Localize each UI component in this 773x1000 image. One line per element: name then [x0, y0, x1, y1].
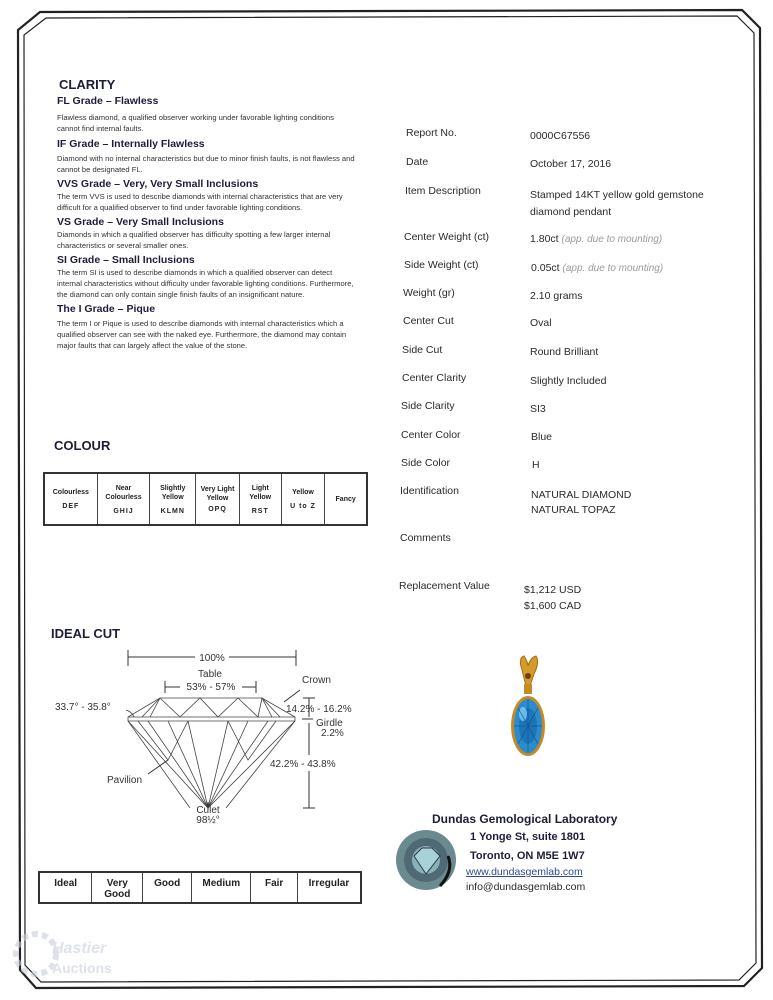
report-value-line: $1,600 CAD — [524, 600, 582, 612]
cut-grade-cell: Good — [143, 872, 192, 903]
colour-cell-grades: RST — [251, 507, 269, 515]
watermark-logo — [12, 930, 122, 990]
crown-label: Crown — [302, 675, 331, 686]
crown-height-label: 14.2% - 16.2% — [286, 704, 352, 715]
colour-cell-name: Colourless — [52, 489, 89, 496]
colour-cell — [281, 473, 325, 525]
clarity-grade-si — [57, 254, 357, 300]
culet-label: Culet — [196, 805, 220, 816]
crown-angle-label: 33.7° - 35.8° — [55, 702, 111, 713]
lab-seal-logo — [392, 826, 462, 894]
clarity-heading: CLARITY — [59, 77, 116, 92]
ideal-cut-diagram — [40, 640, 380, 830]
table-label: Table — [198, 669, 222, 680]
diamond-shape — [128, 698, 295, 808]
report-value: H — [532, 459, 540, 471]
lab-website-link[interactable]: www.dundasgemlab.com — [466, 866, 583, 878]
girdle-pct-label: 2.2% — [321, 728, 344, 739]
report-label: Center Color — [401, 429, 461, 441]
grade-description: The term I or Pique is used to describe diamonds with internal characteristics which a qualified observer can see with the naked eye. Furthermore, the diamond may contain major faults that can largely affect the value of the stone. — [57, 319, 347, 350]
lab-email: info@dundasgemlab.com — [466, 881, 586, 893]
report-label: Weight (gr) — [403, 287, 455, 299]
report-label: Replacement Value — [399, 580, 490, 592]
lab-city-line: Toronto, ON M5E 1W7 — [470, 850, 585, 862]
colour-cell — [325, 473, 367, 525]
girdle-label: Girdle — [316, 718, 343, 729]
report-value-line: NATURAL TOPAZ — [531, 504, 616, 516]
cut-grade-cell: Ideal — [39, 872, 92, 903]
report-value-line: NATURAL DIAMOND — [531, 489, 632, 501]
report-value-line: $1,212 USD — [524, 584, 582, 596]
table-range-label: 53% - 57% — [186, 682, 236, 693]
colour-cell — [239, 473, 281, 525]
grade-description: The term SI is used to describe diamonds in which a qualified observer can detect internal characteristics without difficulty under favorable lighting conditions. Furthermore, the diamond can only contain single finish faults of an insignificant nature. — [57, 268, 354, 299]
report-value — [531, 488, 631, 518]
colour-cell — [196, 473, 240, 525]
report-label: Report No. — [406, 127, 457, 139]
report-value: 0000C67556 — [530, 130, 591, 142]
report-value: Stamped 14KT yellow gold gemstone diamond pendant — [530, 189, 704, 218]
watermark-line2: Auctions — [52, 960, 112, 976]
report-value — [531, 262, 663, 274]
colour-cell-name: Very Light Yellow — [200, 486, 235, 502]
colour-cell-name: Near Colourless — [105, 484, 142, 501]
report-value: Blue — [531, 431, 553, 443]
cut-grade-cell: Fair — [251, 872, 298, 903]
grade-description: Diamonds in which a qualified observer has difficulty spotting a few larger internal characteristics or several smaller ones. — [57, 230, 331, 250]
colour-cell-name: Light Yellow — [249, 484, 272, 501]
grade-title: FL Grade – Flawless — [57, 95, 159, 107]
clarity-grade-if — [57, 138, 357, 175]
report-label: Side Clarity — [401, 400, 455, 412]
colour-heading: COLOUR — [54, 438, 111, 453]
report-label: Date — [406, 156, 429, 168]
pendant-photo — [500, 652, 556, 770]
report-value: SI3 — [530, 403, 546, 415]
cut-grade-cell: Irregular — [297, 872, 361, 903]
report-value: Round Brilliant — [530, 346, 599, 358]
grade-description: The term VVS is used to describe diamonds with internal characteristics that are very difficult for a qualified observer to find under favorable lighting conditions. — [57, 192, 343, 212]
colour-cell-name: Slightly Yellow — [160, 484, 186, 501]
report-value-note: (app. due to mounting) — [562, 263, 664, 274]
ideal-cut-heading: IDEAL CUT — [51, 626, 121, 641]
report-value — [524, 582, 581, 614]
report-value: 2.10 grams — [530, 290, 583, 302]
clarity-grade-list — [57, 95, 357, 351]
report-details — [400, 0, 740, 620]
lab-name: Dundas Gemological Laboratory — [432, 812, 618, 826]
culet-angle-label: 98½° — [196, 815, 220, 826]
report-label: Center Clarity — [402, 372, 467, 384]
report-value: October 17, 2016 — [530, 158, 612, 170]
grade-description: Flawless diamond, a qualified observer working under favorable lighting conditions cannot find internal faults. — [57, 113, 334, 133]
report-label: Side Weight (ct) — [404, 259, 479, 271]
colour-cell — [150, 473, 196, 525]
report-label: Item Description — [405, 185, 481, 197]
report-value: Oval — [530, 317, 552, 329]
grade-title: VVS Grade – Very, Very Small Inclusions — [57, 178, 259, 190]
colour-cell-name: Yellow — [292, 489, 314, 496]
grade-title: The I Grade – Pique — [57, 303, 156, 315]
total-width-label: 100% — [199, 653, 225, 664]
report-label: Center Cut — [403, 315, 454, 327]
colour-cell-grades: GHIJ — [113, 507, 134, 515]
report-value: Slightly Included — [530, 375, 607, 387]
report-label: Identification — [400, 485, 459, 497]
watermark-line1: Hastier — [52, 940, 107, 957]
colour-cell — [97, 473, 150, 525]
report-value — [530, 233, 662, 245]
pavilion-depth-label: 42.2% - 43.8% — [270, 759, 336, 770]
colour-cell — [44, 473, 97, 525]
pavilion-label: Pavilion — [107, 775, 143, 786]
grade-title: VS Grade – Very Small Inclusions — [57, 216, 224, 228]
colour-cell-grades: DEF — [62, 503, 80, 510]
clarity-grade-i — [57, 303, 357, 351]
clarity-grade-vs — [57, 216, 357, 251]
grade-title: SI Grade – Small Inclusions — [57, 254, 195, 266]
colour-cell-grades: KLMN — [160, 507, 185, 515]
clarity-grade-vvs — [57, 178, 357, 213]
cut-grade-cell: Medium — [192, 872, 251, 903]
report-label: Side Color — [401, 457, 451, 469]
grade-title: IF Grade – Internally Flawless — [57, 138, 205, 150]
report-value-note: (app. due to mounting) — [561, 234, 663, 245]
colour-cell-grades: OPQ — [208, 506, 227, 513]
colour-scale-table — [43, 472, 368, 526]
cut-grade-table — [38, 871, 362, 904]
cut-grade-cell: Very Good — [92, 872, 143, 903]
colour-cell-grades: U to Z — [290, 503, 316, 510]
report-label: Side Cut — [402, 344, 443, 356]
report-label: Comments — [400, 532, 451, 544]
colour-cell-name: Fancy — [335, 495, 356, 503]
report-value-main: 0.05ct — [531, 262, 560, 274]
lab-address-line: 1 Yonge St, suite 1801 — [470, 831, 586, 843]
report-value-main: 1.80ct — [530, 233, 559, 245]
clarity-grade-fl — [57, 95, 357, 134]
grade-description: Diamond with no internal characteristics but due to minor finish faults, is not flawless and cannot be designated FL. — [57, 154, 355, 174]
report-label: Center Weight (ct) — [404, 231, 489, 243]
